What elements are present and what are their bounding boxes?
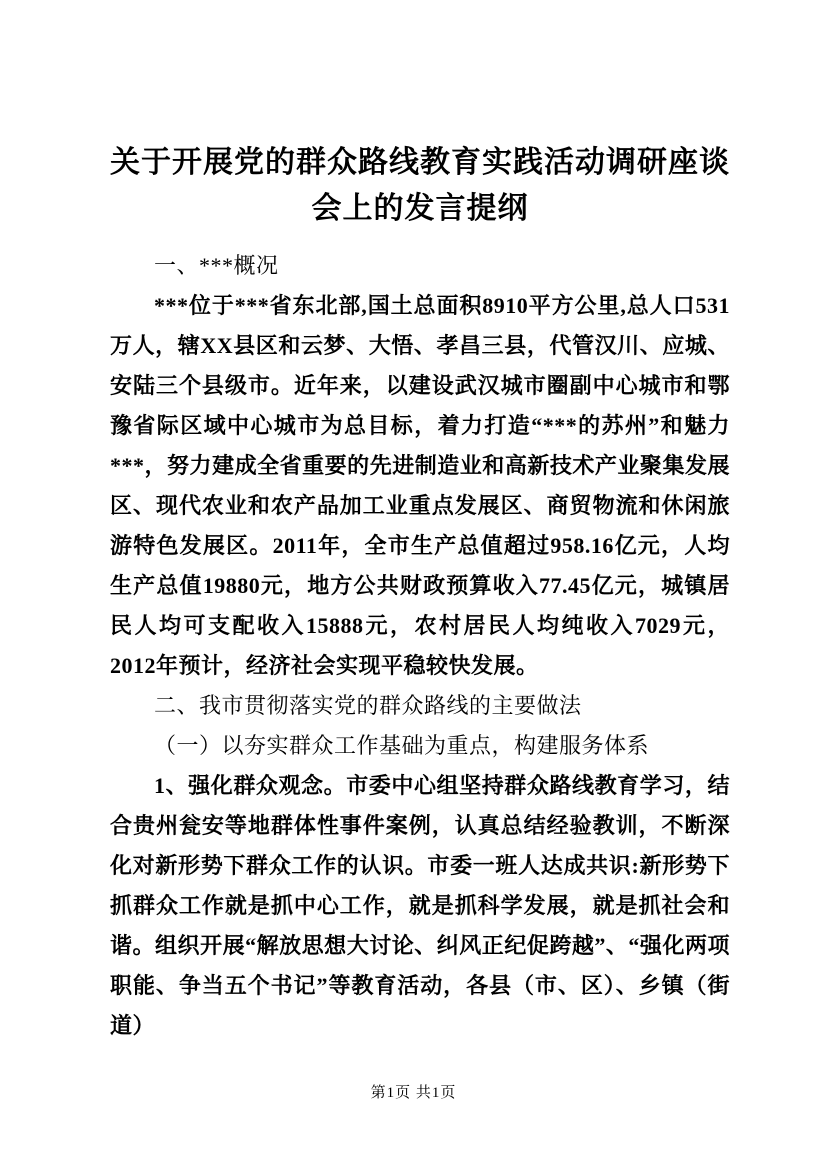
page-number-indicator: 第1页 共1页 [370, 1085, 457, 1101]
paragraph-mass-concept: 1、强化群众观念。市委中心组坚持群众路线教育学习，结合贵州瓮安等地群体性事件案例，认真总结经验教训，不断深化对新形势下群众工作的认识。市委一班人达成共识:新形势下抓群众工作就是抓中心工作，就是抓科学发展，就是抓社会和谐。组织开展“解放思想大讨论、纠风正纪促跨越”、“强化两项职能、争当五个书记”等教育活动，各县（市、区）、乡镇（街道） [110, 773, 730, 1038]
subsection-2-1-heading: （一）以夯实群众工作基础为重点，构建服务体系 [154, 733, 650, 758]
paragraph-city-overview: ***位于***省东北部,国土总面积8910平方公里,总人口531万人，辖XX县区和云梦、大悟、孝昌三县，代管汉川、应城、安陆三个县级市。近年来，以建设武汉城市圈副中心城市和鄂豫省际区域中心城市为总目标，着力打造“***的苏州”和魅力***，努力建成全省重要的先进制造业和高新技术产业聚集发展区、现代农业和农产品加工业重点发展区、商贸物流和休闲旅游特色发展区。2011年，全市生产总值超过958.16亿元，人均生产总值19880元，地方公共财政预算收入77.45亿元，城镇居民人均可支配收入15888元，农村居民人均纯收入7029元，2012年预计，经济社会实现平稳较快发展。 [110, 293, 730, 678]
section-1-heading: 一、***概况 [154, 253, 279, 278]
page-footer [0, 1081, 827, 1102]
document-title: 关于开展党的群众路线教育实践活动调研座谈会上的发言提纲 [110, 146, 730, 225]
section-2-heading: 二、我市贯彻落实党的群众路线的主要做法 [154, 693, 582, 718]
